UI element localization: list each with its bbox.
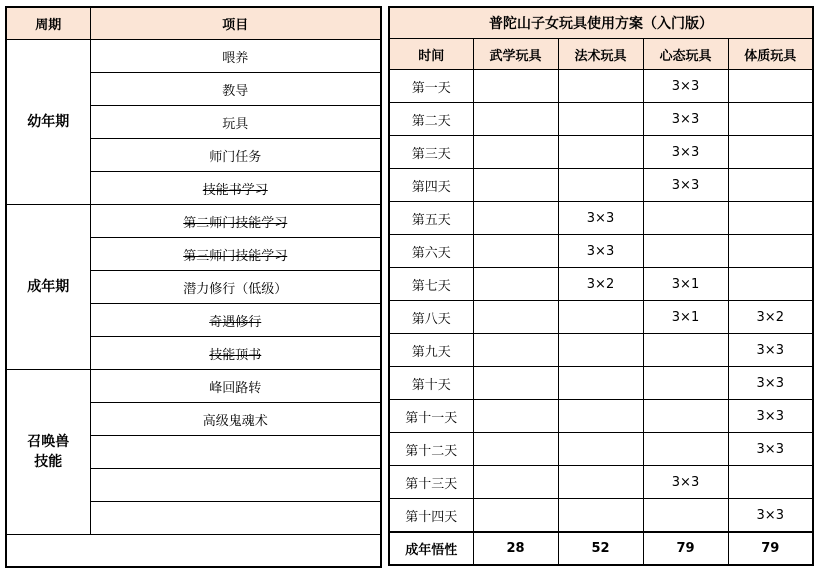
value-cell: 3×3 [558,235,643,268]
item-cell [90,436,381,469]
day-cell: 第九天 [389,334,473,367]
day-cell: 第十三天 [389,466,473,499]
table-row [389,466,813,499]
value-cell: 3×3 [643,103,728,136]
day-cell: 第八天 [389,301,473,334]
table-row [389,136,813,169]
value-cell [728,169,813,202]
value-cell [643,499,728,533]
total-label: 成年悟性 [389,532,473,565]
column-header: 心态玩具 [643,39,728,70]
value-cell [728,202,813,235]
table-row [389,235,813,268]
item-cell: 师门任务 [90,139,381,172]
total-value: 79 [728,532,813,565]
value-cell [728,235,813,268]
table-row [389,334,813,367]
stage-label: 召唤兽 技能 [6,370,90,535]
value-cell [558,136,643,169]
day-cell: 第五天 [389,202,473,235]
column-header: 法术玩具 [558,39,643,70]
title-row [389,7,813,39]
value-cell [558,499,643,533]
value-cell [473,433,558,466]
blank-cell [6,535,381,568]
value-cell [643,400,728,433]
value-cell [728,136,813,169]
value-cell [473,499,558,533]
value-cell: 3×3 [728,499,813,533]
item-cell: 教导 [90,73,381,106]
day-cell: 第十天 [389,367,473,400]
total-row [389,532,813,565]
value-cell [558,400,643,433]
left-header-row [6,7,381,40]
value-cell [473,367,558,400]
table-row [389,400,813,433]
value-cell [558,169,643,202]
value-cell [643,235,728,268]
item-cell [90,469,381,502]
value-cell [473,400,558,433]
value-cell: 3×3 [728,400,813,433]
table-row [389,70,813,103]
item-cell: 第二师门技能学习 [90,205,381,238]
item-cell: 峰回路转 [90,370,381,403]
value-cell: 3×3 [728,334,813,367]
value-cell [473,466,558,499]
value-cell [473,103,558,136]
item-cell: 潜力修行（低级） [90,271,381,304]
value-cell [473,235,558,268]
column-header: 武学玩具 [473,39,558,70]
table-row [389,169,813,202]
table-row [389,433,813,466]
value-cell [728,70,813,103]
item-cell: 技能顶书 [90,337,381,370]
item-cell: 高级鬼魂术 [90,403,381,436]
day-cell: 第十二天 [389,433,473,466]
table-row [6,205,381,238]
value-cell [728,268,813,301]
value-cell: 3×3 [728,433,813,466]
value-cell [643,433,728,466]
value-cell [558,103,643,136]
column-header: 项目 [90,7,381,40]
item-cell: 玩具 [90,106,381,139]
value-cell: 3×1 [643,268,728,301]
item-cell [90,502,381,535]
item-cell: 喂养 [90,40,381,73]
table-title: 普陀山子女玩具使用方案（入门版） [389,7,813,39]
item-cell: 第三师门技能学习 [90,238,381,271]
value-cell [473,268,558,301]
value-cell [728,466,813,499]
day-cell: 第十四天 [389,499,473,533]
day-cell: 第十一天 [389,400,473,433]
value-cell [558,466,643,499]
value-cell [558,367,643,400]
value-cell [558,334,643,367]
stage-label: 成年期 [6,205,90,370]
day-cell: 第一天 [389,70,473,103]
value-cell [558,433,643,466]
column-header: 周期 [6,7,90,40]
table-row [6,40,381,73]
day-cell: 第三天 [389,136,473,169]
item-cell: 技能书学习 [90,172,381,205]
value-cell [473,334,558,367]
column-header: 时间 [389,39,473,70]
stage-label: 幼年期 [6,40,90,205]
value-cell [558,70,643,103]
value-cell: 3×3 [558,202,643,235]
day-cell: 第六天 [389,235,473,268]
value-cell [473,70,558,103]
table-row [389,499,813,533]
item-cell: 奇遇修行 [90,304,381,337]
toy-plan-table [388,6,814,566]
day-cell: 第七天 [389,268,473,301]
table-row [389,367,813,400]
value-cell [473,136,558,169]
day-cell: 第二天 [389,103,473,136]
value-cell: 3×3 [643,136,728,169]
value-cell: 3×3 [728,367,813,400]
value-cell: 3×2 [558,268,643,301]
value-cell: 3×1 [643,301,728,334]
value-cell: 3×2 [728,301,813,334]
value-cell: 3×3 [643,466,728,499]
value-cell [473,202,558,235]
table-row [6,370,381,403]
value-cell [473,169,558,202]
table-row [389,103,813,136]
value-cell: 3×3 [643,70,728,103]
value-cell [473,301,558,334]
table-row [389,202,813,235]
day-cell: 第四天 [389,169,473,202]
total-value: 28 [473,532,558,565]
value-cell [643,334,728,367]
value-cell [558,301,643,334]
value-cell [643,202,728,235]
cycle-items-table [5,6,382,568]
total-value: 52 [558,532,643,565]
column-header-row [389,39,813,70]
total-value: 79 [643,532,728,565]
column-header: 体质玩具 [728,39,813,70]
blank-row [6,535,381,568]
table-row [389,268,813,301]
value-cell [643,367,728,400]
table-row [389,301,813,334]
value-cell: 3×3 [643,169,728,202]
value-cell [728,103,813,136]
